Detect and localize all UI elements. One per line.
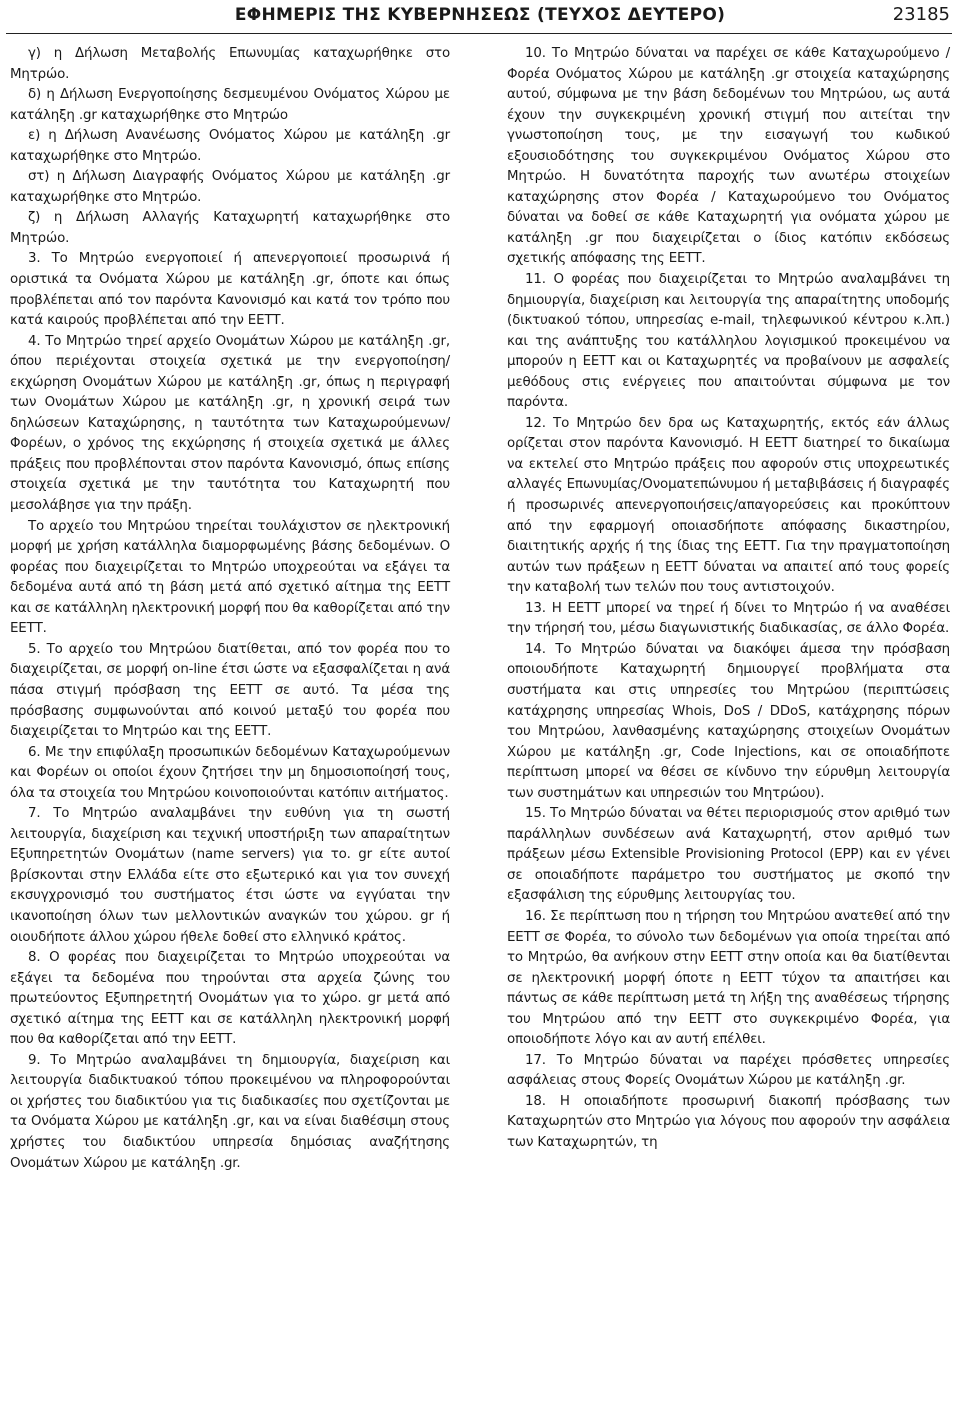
paragraph: δ) η Δήλωση Ενεργοποίησης δεσμευμένου Ονόματος Χώρου με κατάληξη .gr καταχωρήθηκε στο Μητρώο bbox=[10, 87, 450, 123]
page-number: 23185 bbox=[892, 4, 950, 25]
paragraph: 5. Το αρχείο του Μητρώου διατίθεται, από τον φορέα που το διαχειρίζεται, σε μορφή on-line έτσι ώστε να εξασφαλίζεται η ανά πάσα στιγμή πρόσβαση της ΕΕΤΤ σε αυτό. Τα μέσα της πρόσβασης συμφωνούνται από κοινού μεταξύ του φορέα που διαχειρίζεται το Μητρώο και της ΕΕΤΤ. bbox=[10, 641, 450, 740]
paragraph: 18. Η οποιαδήποτε προσωρινή διακοπή πρόσβασης των Καταχωρητών στο Μητρώο για λόγους που αφορούν την ασφάλεια των Καταχωρητών, τη bbox=[507, 1093, 950, 1150]
paragraph: 9. Το Μητρώο αναλαμβάνει τη δημιουργία, διαχείριση και λειτουργία διαδικτυακού τόπου προκειμένου να πληροφορούνται οι χρήστες του διαδικτύου για τις διαδικασίες που σχετίζονται με τα Ονόματα Χώρου με κατάληξη .gr, και να είναι διαθέσιμη στους χρήστες του διαδικτύου υπηρεσία δημόσιας αναζήτησης Ονομάτων Χώρου με κατάληξη .gr. bbox=[10, 1052, 450, 1171]
paragraph: 4. Το Μητρώο τηρεί αρχείο Ονομάτων Χώρου με κατάληξη .gr, όπου περιέχονται στοιχεία σχετικά με την ενεργοποίηση/εκχώρηση Ονομάτων Χώρου με κατάληξη .gr, όπως η περιγραφή των Ονομάτων Χώρου με κατάληξη .gr, η χρονική σειρά των δηλώσεων Καταχώρησης, η ταυτότητα των Καταχωρούμενων/Φορέων, ο χρόνος της εκχώρησης ή στοιχεία σχετικά με άλλες πράξεις που προβλέπονται στον παρόντα Κανονισμό, όπως επίσης στοιχεία σχετικά με την ταυτότητα του Καταχωρητή που μεσολάβησε για την πράξη. bbox=[10, 333, 450, 514]
left-column bbox=[10, 44, 450, 1174]
paragraph: 3. Το Μητρώο ενεργοποιεί ή απενεργοποιεί προσωρινά ή οριστικά τα Ονόματα Χώρου με κατάληξη .gr, όποτε και όπως προβλέπεται από τον παρόντα Κανονισμό και κατά τον τρόπο που κατά καιρούς προβλέπεται από την ΕΕΤΤ. bbox=[10, 251, 450, 329]
paragraph: στ) η Δήλωση Διαγραφής Ονόματος Χώρου με κατάληξη .gr καταχωρήθηκε στο Μητρώο. bbox=[10, 169, 450, 205]
paragraph: 12. Το Μητρώο δεν δρα ως Καταχωρητής, εκτός εάν άλλως ορίζεται στον παρόντα Κανονισμό. Η ΕΕΤΤ διατηρεί το δικαίωμα να εκτελεί στο Μητρώο πράξεις που αφορούν στις υποχρεωτικές αλλαγές Επωνυμίας/Ονοματεπώνυμου ή μεταβιβάσεις ή διαγραφές ή προσωρινές απενεργοποιήσεις/απαγορεύσεις και προκύπτουν από την εφαρμογή οποιασδήποτε απόφασης δικαστηρίου, διαιτητικής αρχής ή της ίδιας της ΕΕΤΤ. Για την πραγματοποίηση αυτών των πράξεων η ΕΕΤΤ δύναται να απαιτεί από τους φορείς την καταβολή των τελών που τους αντιστοιχούν. bbox=[507, 415, 950, 596]
paragraph: 17. Το Μητρώο δύναται να παρέχει πρόσθετες υπηρεσίες ασφάλειας στους Φορείς Ονομάτων Χώρου με κατάληξη .gr. bbox=[507, 1052, 950, 1089]
paragraph: 16. Σε περίπτωση που η τήρηση του Μητρώου ανατεθεί από την ΕΕΤΤ σε Φορέα, το σύνολο των δεδομένων για οποία τηρείται από το Μητρώο, θα ανήκουν στην ΕΕΤΤ στην οποία και θα διατίθενται σε ηλεκτρονική μορφή όποτε η ΕΕΤΤ τύχον τα απαιτήσει και πάντως σε κάθε περίπτωση μετά τη λήξη της αναθέσεως τήρησης του Μητρώου από την ΕΕΤΤ στο συγκεκριμένο Φορέα, για οποιοδήποτε λόγο και αν αυτή επέλθει. bbox=[507, 908, 950, 1048]
paragraph: 13. Η ΕΕΤΤ μπορεί να τηρεί ή δίνει το Μητρώο ή να αναθέσει την τήρησή του, μέσω διαγωνιστικής διαδικασίας, σε άλλο Φορέα. bbox=[507, 600, 950, 637]
paragraph: 11. Ο φορέας που διαχειρίζεται το Μητρώο αναλαμβάνει τη δημιουργία, διαχείριση και λειτουργία της απαραίτητης υποδομής (δικτυακού τόπου, υπηρεσίας e-mail, τηλεφωνικού κέντρου κ.λπ.) και της ανάπτυξης του κατάλληλου λογισμικού προκειμένου να μπορούν η ΕΕΤΤ και οι Καταχωρητές να προβαίνουν με ασφαλείς μεθόδους στις ενέργειες που απαιτούνται σύμφωνα με τον παρόντα. bbox=[507, 272, 950, 411]
header-divider bbox=[6, 33, 952, 34]
paragraph: 10. Το Μητρώο δύναται να παρέχει σε κάθε Καταχωρούμενο / Φορέα Ονόματος Χώρου με κατάληξη .gr στοιχεία καταχώρησης αυτού, σύμφωνα με την βάση δεδομένων του Μητρώου, ως αυτά έχουν την συγκεκριμένη χρονική στιγμή που αιτείται την γνωστοποίηση τους, με την εισαγωγή του κωδικού εξουσιοδότησης του συγκεκριμένου Ονόματος Χώρου στο Μητρώο. Η δυνατότητα παροχής των ανωτέρω στοιχείων καταχώρησης στον Φορέα / Καταχωρούμενο του Ονόματος δύναται να δοθεί σε κάθε Καταχωρητή για ονόματα χώρου με κατάληξη .gr που διαχειρίζεται ο ίδιος κατόπιν εκδόσεως σχετικής απόφασης της ΕΕΤΤ. bbox=[507, 46, 950, 267]
paragraph: ε) η Δήλωση Ανανέωσης Ονόματος Χώρου με κατάληξη .gr καταχωρήθηκε στο Μητρώο. bbox=[10, 128, 450, 164]
page-header bbox=[0, 0, 960, 38]
right-column bbox=[507, 44, 950, 1154]
paragraph: Το αρχείο του Μητρώου τηρείται τουλάχιστον σε ηλεκτρονική μορφή με χρήση κατάλληλα διαμορφωμένης βάσης δεδομένων. Ο φορέας που διαχειρίζεται το Μητρώο υποχρεούται να εξάγει τα δεδομένα αυτά από τη βάση μετά από σχετικό αίτημα της ΕΕΤΤ και σε κατάλληλη ηλεκτρονική μορφή που θα καθορίζεται από την ΕΕΤΤ. bbox=[10, 518, 450, 637]
paragraph: γ) η Δήλωση Μεταβολής Επωνυμίας καταχωρήθηκε στο Μητρώο. bbox=[10, 46, 450, 82]
paragraph: 7. Το Μητρώο αναλαμβάνει την ευθύνη για τη σωστή λειτουργία, διαχείριση και τεχνική υποστήριξη των απαραίτητων Εξυπηρετητών Ονομάτων (name servers) για το. gr είτε αυτοί βρίσκονται στην Ελλάδα είτε στο εξωτερικό και για τον συνεχή εκσυγχρονισμό του συστήματος έτσι ώστε να εγγύαται την ικανοποίηση όλων των μελλοντικών αναγκών του χώρου. gr ή οιουδήποτε άλλου χώρου ήθελε δοθεί στο ελληνικό κράτος. bbox=[10, 806, 450, 945]
gazette-title: ΕΦΗΜΕΡΙΣ ΤΗΣ ΚΥΒΕΡΝΗΣΕΩΣ (ΤΕΥΧΟΣ ΔΕΥΤΕΡΟ) bbox=[234, 5, 726, 25]
paragraph: 14. Το Μητρώο δύναται να διακόψει άμεσα την πρόσβαση οποιουδήποτε Καταχωρητή δημιουργεί προβλήματα στα συστήματα και στις υπηρεσίες του Μητρώου (περιπτώσεις κατάχρησης υπηρεσίας Whois, DoS / DDoS, κατάχρησης πόρων του Μητρώου, λανθασμένης καταχώρησης στοιχείων Ονομάτων Χώρου με κατάληξη .gr, Code Injections, και σε οποιαδήποτε περίπτωση μπορεί να θέσει σε κίνδυνο την εύρυθμη λειτουργία των συστημάτων και υπηρεσιών του Μητρώου). bbox=[507, 641, 950, 801]
paragraph: 15. Το Μητρώο δύναται να θέτει περιορισμούς στον αριθμό των παράλληλων συνδέσεων ανά Καταχωρητή, στον αριθμό των πράξεων μέσω Extensible Provisioning Protocol (EPP) και εν γένει σε οποιαδήποτε παράμετρο του συστήματος με σκοπό την εξασφάλιση της εύρυθμης λειτουργίας του. bbox=[507, 806, 950, 904]
paragraph: 6. Με την επιφύλαξη προσωπικών δεδομένων Καταχωρούμενων και Φορέων οι οποίοι έχουν ζητήσει την μη δημοσιοποίησή τους, όλα τα στοιχεία του Μητρώου κοινοποιούνται κατόπιν αιτήματος. bbox=[10, 744, 450, 801]
paragraph: 8. Ο φορέας που διαχειρίζεται το Μητρώο υποχρεούται να εξάγει τα δεδομένα που τηρούνται στα αρχεία ζώνης του πρωτεύοντος Εξυπηρετητή Ονομάτων για το χώρο. gr μετά από σχετικό αίτημα της ΕΕΤΤ και σε κατάλληλη ηλεκτρονική μορφή που θα καθορίζεται από την ΕΕΤΤ. bbox=[10, 950, 450, 1048]
paragraph: ζ) η Δήλωση Αλλαγής Καταχωρητή καταχωρήθηκε στο Μητρώο. bbox=[10, 210, 450, 246]
